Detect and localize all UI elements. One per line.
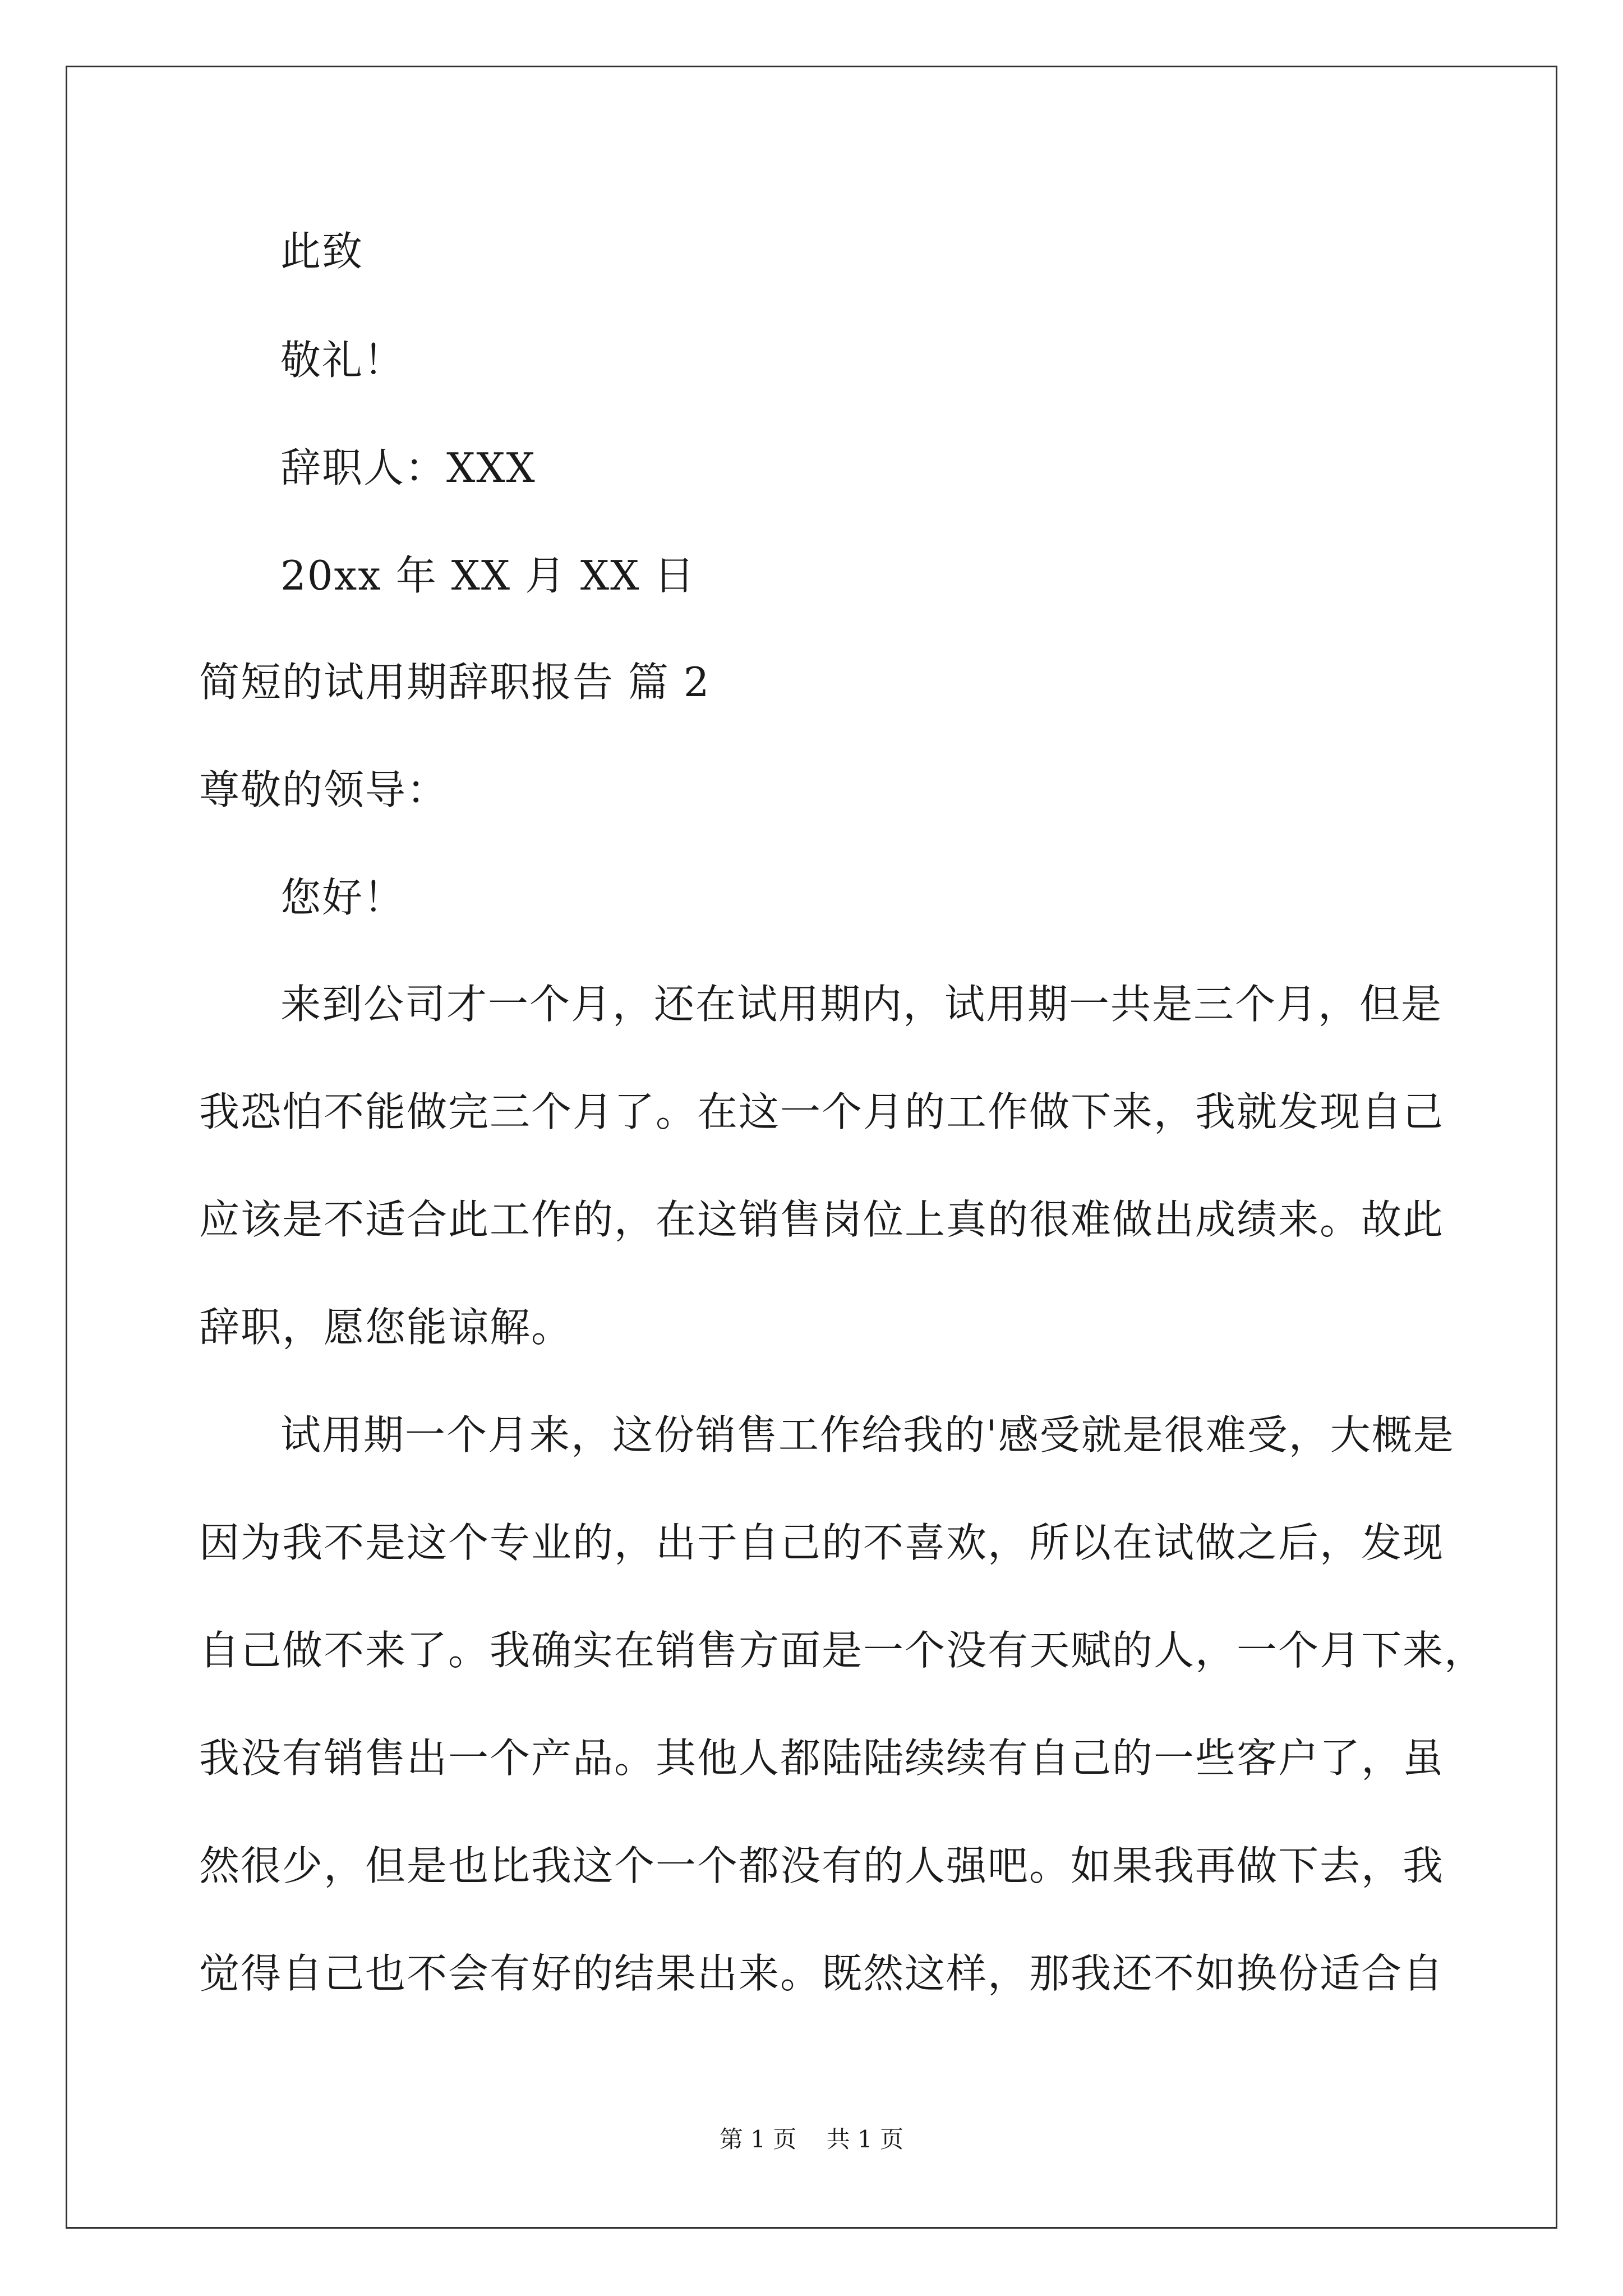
section-title: 简短的试用期辞职报告 篇 2	[199, 659, 711, 706]
paragraph-2-line-1: 试用期一个月来，这份销售工作给我的'感受就是很难受，大概是	[280, 1411, 1455, 1458]
paragraph-2-line-6: 觉得自己也不会有好的结果出来。既然这样，那我还不如换份适合自	[199, 1950, 1445, 1997]
hello-line: 您好！	[280, 874, 405, 921]
paragraph-2-line-4: 我没有销售出一个产品。其他人都陆陆续续有自己的一些客户了，虽	[199, 1734, 1445, 1782]
paragraph-2-line-2: 因为我不是这个专业的，出于自己的不喜欢，所以在试做之后，发现	[199, 1519, 1445, 1566]
paragraph-1-line-2: 我恐怕不能做完三个月了。在这一个月的工作做下来，我就发现自己	[199, 1088, 1445, 1135]
paragraph-1-line-4: 辞职，愿您能谅解。	[199, 1304, 573, 1351]
paragraph-2-line-5: 然很少，但是也比我这个一个都没有的人强吧。如果我再做下去，我	[199, 1842, 1445, 1889]
signature-line: 辞职人：XXX	[280, 444, 536, 491]
greeting: 尊敬的领导：	[199, 766, 449, 813]
closing-salutation-2: 敬礼！	[280, 337, 405, 384]
page-border	[66, 66, 1557, 2229]
closing-salutation-1: 此致	[280, 228, 364, 275]
paragraph-1-line-1: 来到公司才一个月，还在试用期内，试用期一共是三个月，但是	[280, 981, 1443, 1028]
date-line: 20xx 年 XX 月 XX 日	[280, 552, 696, 599]
page-footer: 第 1 页 共 1 页	[719, 2125, 904, 2153]
paragraph-1-line-3: 应该是不适合此工作的，在这销售岗位上真的很难做出成绩来。故此	[199, 1196, 1445, 1243]
paragraph-2-line-3: 自己做不来了。我确实在销售方面是一个没有天赋的人，一个月下来，	[199, 1627, 1486, 1674]
